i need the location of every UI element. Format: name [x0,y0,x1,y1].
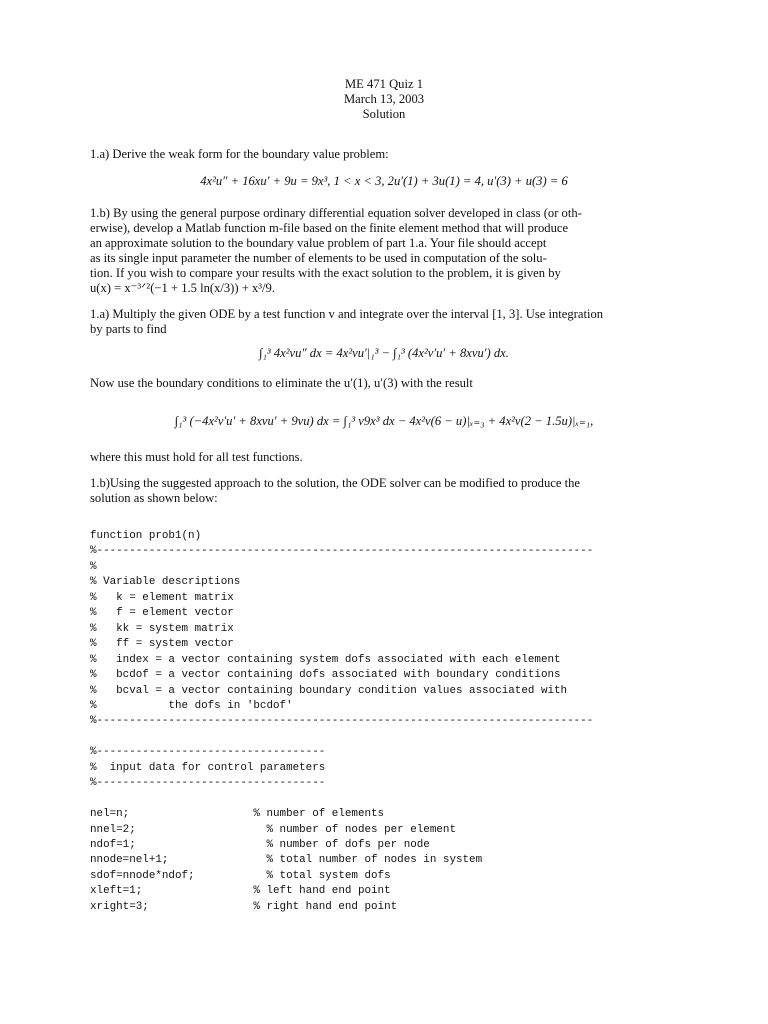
code-line: % ff = system vector [90,638,234,651]
code-line: xleft=1; % left hand end point [90,885,391,898]
code-line: %----------------------------------- [90,746,326,759]
solution-part-a-line-2: by parts to find [90,322,167,336]
code-line: ndof=1; % number of dofs per node [90,839,430,851]
code-line: % input data for control parameters [90,761,326,774]
code-line: %---------------------------------------------------------------------------- [90,545,594,558]
code-line: nel=n; % number of elements [90,808,385,821]
code-line: % f = element vector [90,607,234,620]
solution-part-b-line-2: solution as shown below: [90,491,218,505]
problem-part-b-line-3: an approximate solution to the boundary value problem of part 1.a. Your file should accept [90,236,547,250]
code-line: % bcdof = a vector containing dofs associated with boundary conditions [90,669,561,682]
problem-part-b-line-2: erwise), develop a Matlab function m-file based on the finite element method that will produce [90,221,569,235]
problem-part-a: 1.a) Derive the weak form for the boundary value problem: [90,147,389,161]
document-title: ME 471 Quiz 1 [344,77,423,91]
code-line: % k = element matrix [90,591,234,604]
boundary-conditions-text: Now use the boundary conditions to eliminate the u′(1), u′(3) with the result [90,376,473,390]
solution-part-a-line-1: 1.a) Multiply the given ODE by a test function v and integrate over the interval [1, 3]. Use integration [90,307,604,321]
code-line: function prob1(n) [90,530,202,542]
document-date: March 13, 2003 [343,92,425,106]
code-line: % kk = system matrix [90,622,234,635]
code-line: % [90,560,97,573]
problem-part-b-line-1: 1.b) By using the general purpose ordinary differential equation solver developed in class (or oth- [90,206,582,220]
weak-form-equation: ∫₁³ (−4x²v′u′ + 8xvu′ + 9vu) dx = ∫₁³ v9x³ dx − 4x²v(6 − u)|ₓ₌₃ + 4x²v(2 − 1.5u)|ₓ₌₁, [174,414,594,428]
problem-equation: 4x²u″ + 16xu′ + 9u = 9x³, 1 < x < 3, 2u′(1) + 3u(1) = 4, u′(3) + u(3) = 6 [200,174,568,188]
code-line: nnode=nel+1; % total number of nodes in system [90,854,483,867]
code-line: %----------------------------------- [90,777,326,790]
code-line: % index = a vector containing system dofs associated with each element [90,653,561,666]
code-line: % Variable descriptions [90,576,241,589]
code-line: %---------------------------------------------------------------------------- [90,715,594,728]
problem-part-b-line-5: tion. If you wish to compare your results with the exact solution to the problem, it is given by [90,266,561,280]
document-subtitle: Solution [362,107,406,121]
test-functions-text: where this must hold for all test functions. [90,450,303,464]
code-line: nnel=2; % number of nodes per element [90,823,456,836]
problem-part-b-line-4: as its single input parameter the number of elements to be used in computation of the solu- [90,251,547,265]
problem-part-b-line-6: u(x) = x⁻³ᐟ²(−1 + 1.5 ln(x/3)) + x³/9. [90,281,275,295]
solution-part-b-line-1: 1.b)Using the suggested approach to the solution, the ODE solver can be modified to produce the [90,476,580,490]
code-line: sdof=nnode*ndof; % total system dofs [90,869,391,882]
code-line: % the dofs in 'bcdof' [90,699,293,712]
integration-by-parts-equation: ∫₁³ 4x²vu″ dx = 4x²vu′|₁³ − ∫₁³ (4x²v′u′ + 8xvu′) dx. [259,346,509,360]
code-line: xright=3; % right hand end point [90,900,398,913]
code-line: % bcval = a vector containing boundary condition values associated with [90,684,568,697]
